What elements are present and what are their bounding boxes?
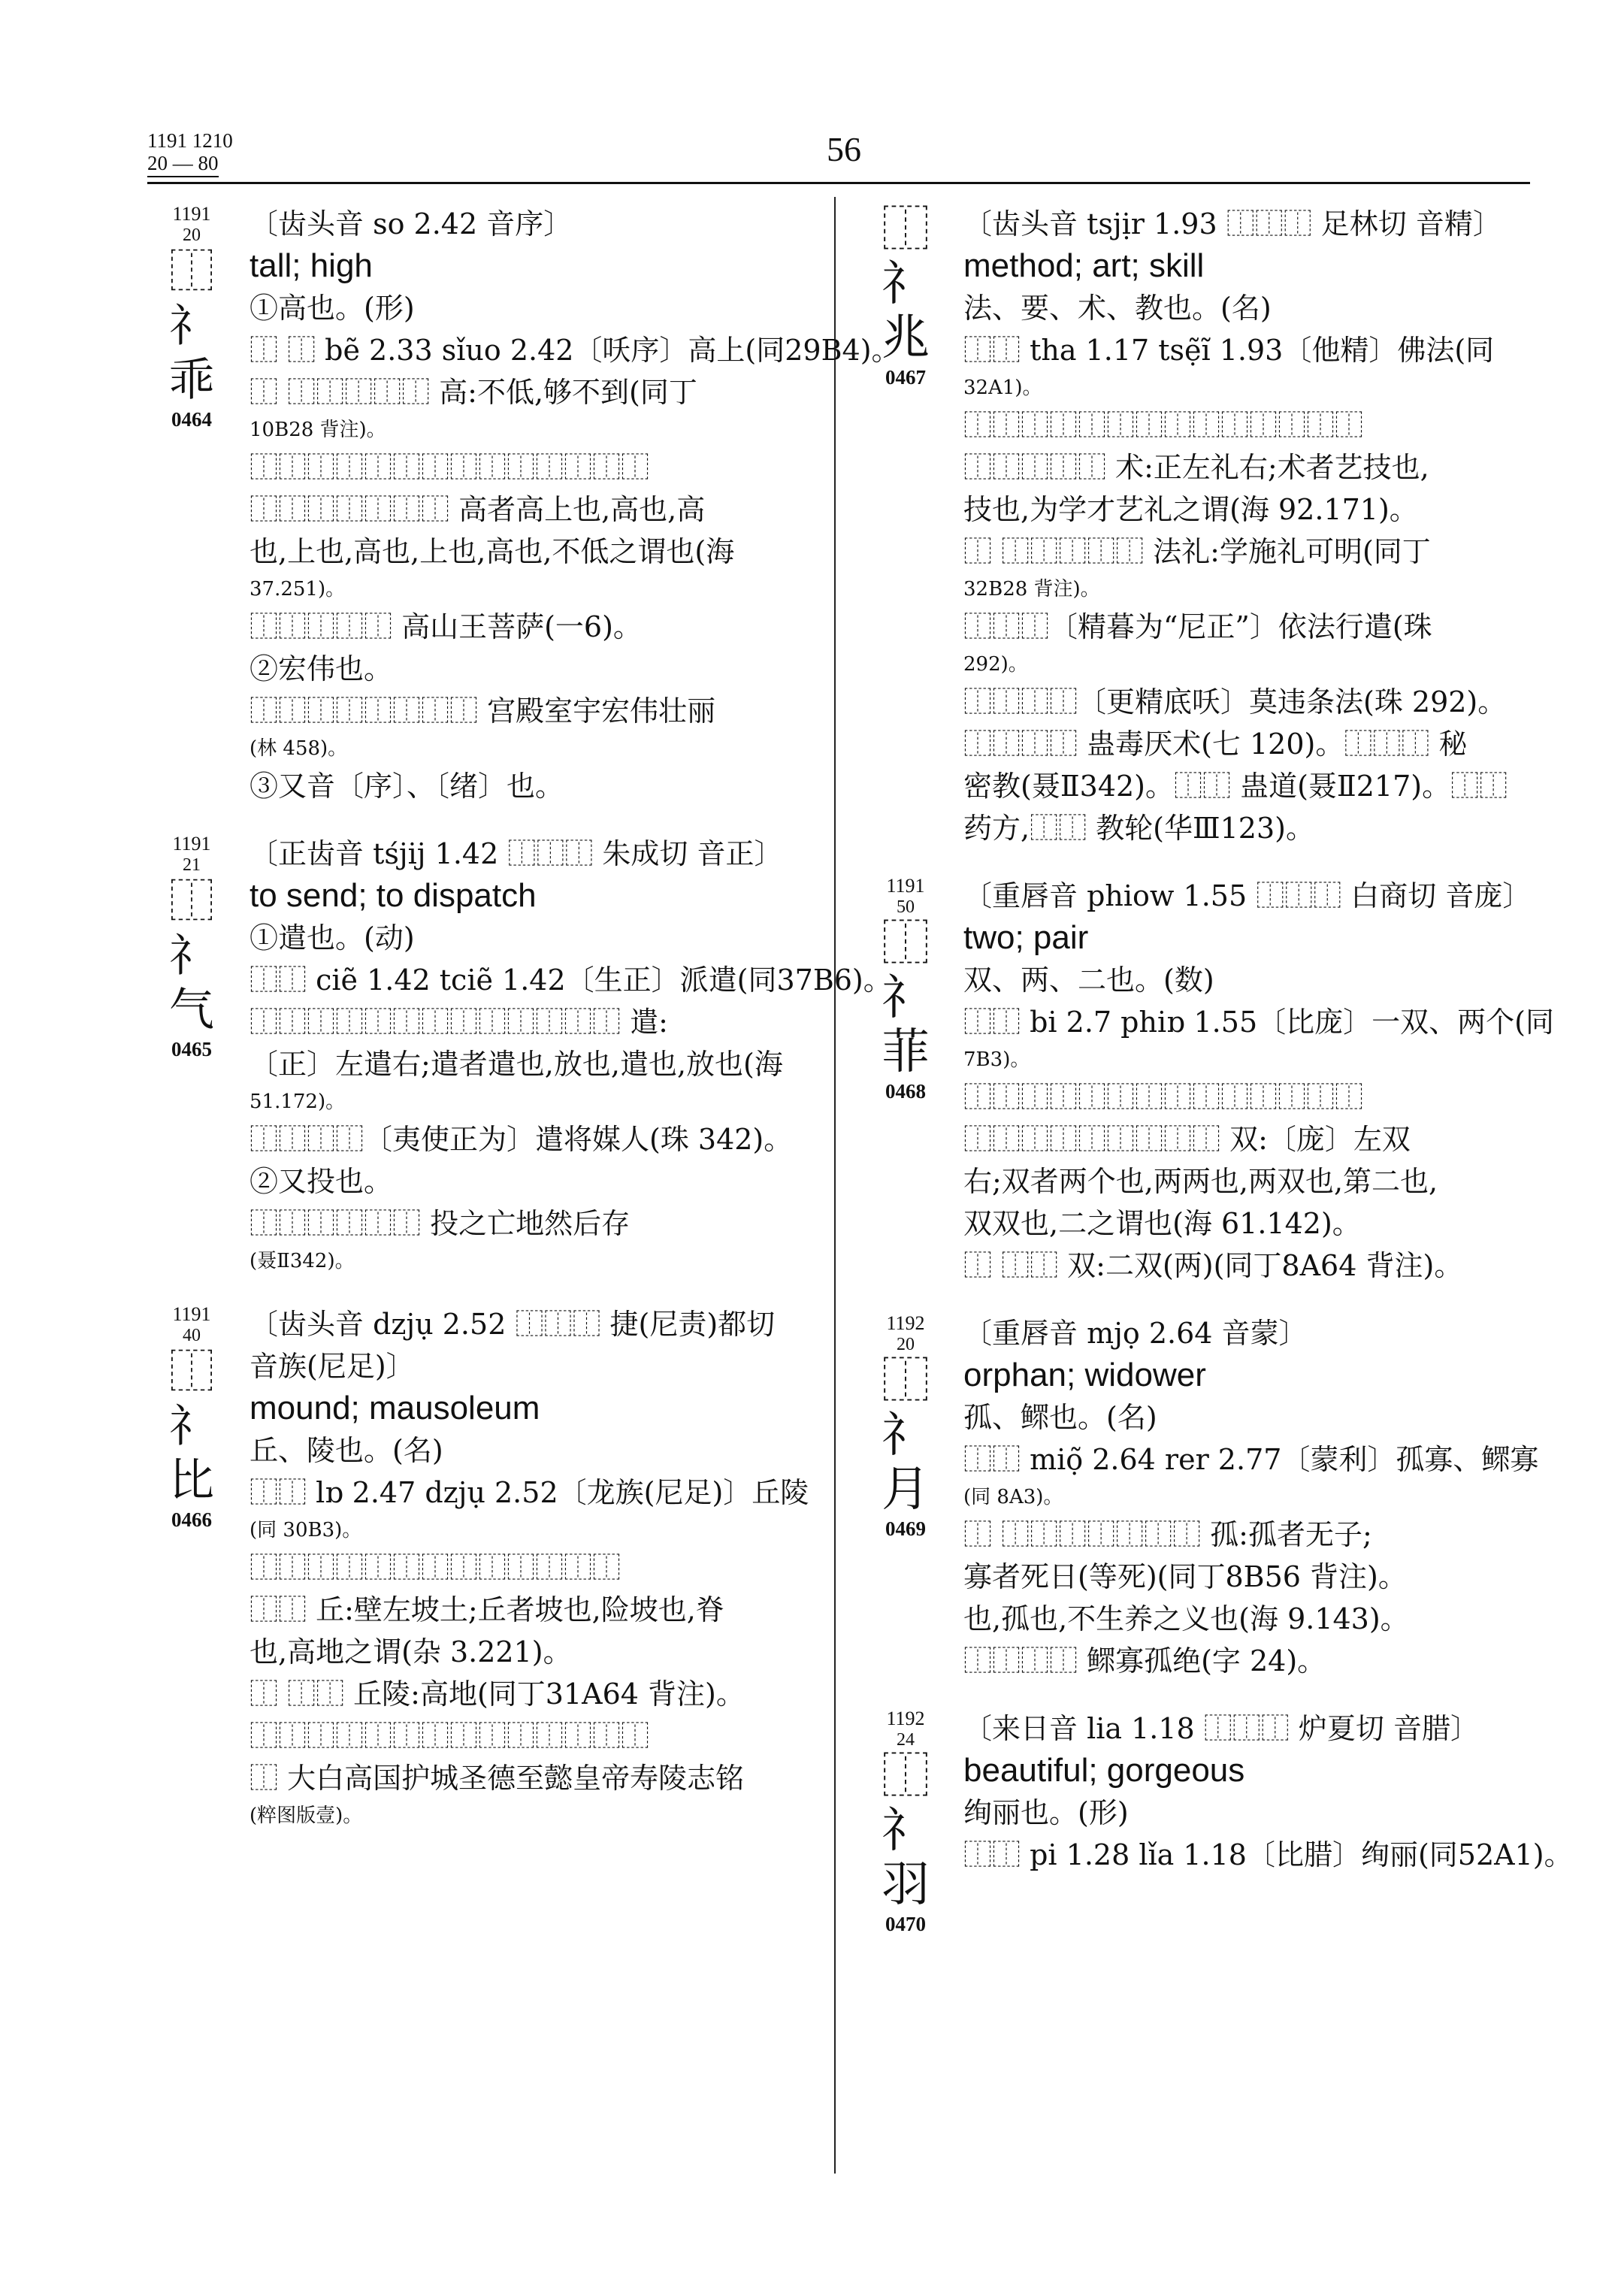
headword-glyph: ⿰礻月 — [882, 1354, 930, 1517]
entry-line: 〔重唇音 phiow 1.55 ⿰⿰⿰ 白商切 音庞〕 — [963, 879, 1532, 912]
entry-line: ⿰⿰⿰⿰ 蛊毒厌术(七 120)。⿰⿰⿰ 秘 — [963, 728, 1468, 761]
entry-line: orphan; widower — [963, 1357, 1206, 1393]
entry-number: 1191 — [886, 875, 925, 897]
entry-line: ⿰⿰⿰〔精暮为“尼正”〕依法行遣(珠 — [963, 610, 1432, 643]
entry-subnumber: 24 — [897, 1730, 915, 1750]
page-number: 56 — [827, 130, 861, 168]
entry-line: ③又音〔序〕、〔绪〕也。 — [249, 770, 564, 803]
entry-line: 右;双者两个也,两两也,两双也,第二也, — [963, 1165, 1438, 1198]
entry-body — [963, 203, 1530, 849]
entry-line: 32A1)。 — [963, 377, 1042, 399]
entry-line: (同 8A3)。 — [963, 1486, 1063, 1508]
entry-line: 也,高地之谓(杂 3.221)。 — [249, 1635, 572, 1668]
entry-range-top: 1191 1210 — [147, 129, 233, 152]
entry-body — [249, 203, 900, 807]
entry-line: 也,孤也,不生养之义也(海 9.143)。 — [963, 1602, 1409, 1635]
entry-line: ⿰⿰ 丘:壁左坡土;丘者坡也,险坡也,脊 — [249, 1593, 724, 1626]
entry-line: ⿰⿰⿰⿰⿰⿰⿰ 高者高上也,高也,高 — [249, 493, 706, 526]
entry-range — [147, 129, 233, 174]
entry-line: (林 458)。 — [249, 737, 348, 760]
entry-line: ⿰⿰⿰⿰〔夷使正为〕遣将媒人(珠 342)。 — [249, 1123, 793, 1156]
entry-line: 10B28 背注)。 — [249, 419, 386, 441]
entry-number: 1191 — [172, 203, 211, 225]
dictionary-entry — [861, 1708, 1573, 1935]
entry-code: 0467 — [885, 366, 926, 389]
entry-margin — [861, 1708, 950, 1936]
entry-line: ⿰⿰⿰⿰ 鳏寡孤绝(字 24)。 — [963, 1644, 1326, 1677]
entry-line: ⿰ ⿰⿰⿰⿰⿰ 高:不低,够不到(同丁 — [249, 376, 697, 409]
entry-line: 〔重唇音 mjọ 2.64 音蒙〕 — [963, 1317, 1308, 1350]
entry-line: ⿰⿰⿰⿰⿰ 高山王菩萨(一6)。 — [249, 610, 642, 643]
entry-subnumber: 20 — [183, 225, 201, 245]
entry-margin — [147, 203, 236, 431]
entry-line: ②宏伟也。 — [249, 652, 393, 685]
entry-line: 技也,为学才艺礼之谓(海 92.171)。 — [963, 493, 1418, 526]
entry-code: 0464 — [171, 408, 212, 431]
column-divider — [834, 197, 836, 2174]
entry-line: ⿰⿰ lɒ 2.47 dzjụ 2.52〔龙族(尼足)〕丘陵 — [249, 1476, 809, 1509]
entry-line: ②又投也。 — [249, 1165, 393, 1198]
entry-line: ⿰ ⿰⿰⿰⿰⿰ 法礼:学施礼可明(同丁 — [963, 535, 1431, 568]
entry-line: (聂Ⅱ342)。 — [249, 1250, 355, 1272]
entry-line: ①遣也。(动) — [249, 921, 415, 954]
entry-body — [963, 875, 1554, 1287]
entry-line: ⿰ ⿰⿰ 双:二双(两)(同丁8A64 背注)。 — [963, 1249, 1463, 1282]
entry-line: ⿰⿰⿰⿰⿰⿰ 投之亡地然后存 — [249, 1207, 631, 1240]
entry-line: ⿰⿰ ciẽ 1.42 tciẽ 1.42〔生正〕派遣(同37B6)。 — [249, 964, 892, 997]
entry-line: 51.172)。 — [249, 1091, 346, 1113]
entry-subnumber: 21 — [183, 855, 201, 875]
headword-glyph: ⿰礻羽 — [882, 1749, 930, 1913]
entry-line: 孤、鳏也。(名) — [963, 1401, 1157, 1434]
dictionary-entry — [861, 203, 1530, 849]
dictionary-entry — [147, 833, 892, 1278]
entry-line: mound; mausoleum — [249, 1390, 540, 1426]
entry-line: tall; high — [249, 247, 373, 284]
entry-body — [249, 833, 892, 1278]
entry-line: ⿰⿰⿰⿰⿰⿰⿰⿰⿰⿰⿰⿰⿰⿰ — [963, 1081, 1364, 1114]
entry-body — [963, 1312, 1539, 1682]
entry-line: ⿰⿰⿰⿰〔更精底㕭〕莫违条法(珠 292)。 — [963, 685, 1507, 718]
entry-subnumber: 40 — [183, 1326, 201, 1345]
entry-line: 〔齿头音 tsjịr 1.93 ⿰⿰⿰ 足林切 音精〕 — [963, 207, 1502, 241]
entry-number: 1191 — [172, 833, 211, 855]
dictionary-entry — [147, 1303, 827, 1832]
headword-glyph: ⿰礻兆 — [882, 202, 930, 366]
entry-line: 寡者死日(等死)(同丁8B56 背注)。 — [963, 1560, 1407, 1593]
right-column — [861, 202, 1573, 1935]
entry-line: ⿰⿰⿰⿰⿰⿰⿰⿰⿰⿰⿰⿰⿰ — [249, 1551, 621, 1584]
entry-line: 双、两、二也。(数) — [963, 964, 1214, 997]
dictionary-entry — [861, 1312, 1539, 1682]
headword-glyph: ⿰礻乖 — [169, 246, 214, 407]
entry-line: 37.251)。 — [249, 578, 346, 601]
entry-line: 丘、陵也。(名) — [249, 1434, 443, 1467]
entry-line: method; art; skill — [963, 247, 1205, 284]
entry-line: ⿰⿰ bi 2.7 phiɒ 1.55〔比庞〕一双、两个(同 — [963, 1006, 1554, 1039]
entry-line: ⿰⿰ pi 1.28 lǐa 1.18〔比腊〕绚丽(同52A1)。 — [963, 1838, 1573, 1871]
entry-line: ⿰⿰⿰⿰⿰⿰⿰⿰ 宫殿室宇宏伟壮丽 — [249, 694, 716, 728]
entry-margin — [861, 203, 950, 389]
entry-line: ⿰⿰⿰⿰⿰ 术:正左礼右;术者艺技也, — [963, 451, 1429, 484]
entry-line: 药方,⿰⿰ 教轮(华Ⅲ123)。 — [963, 812, 1314, 845]
entry-line: 音族(尼足)〕 — [249, 1350, 415, 1383]
entry-code: 0468 — [885, 1080, 926, 1103]
dictionary-entry — [861, 875, 1554, 1287]
entry-margin — [861, 875, 950, 1103]
header-rule — [147, 182, 1530, 184]
entry-line: (同 30B3)。 — [249, 1519, 362, 1541]
entry-code: 0469 — [885, 1517, 926, 1540]
entry-line: 绚丽也。(形) — [963, 1796, 1129, 1829]
entry-number: 1191 — [172, 1303, 211, 1325]
entry-code: 0466 — [171, 1508, 212, 1531]
entry-number: 1192 — [886, 1312, 925, 1334]
entry-line: 〔正齿音 tśjij 1.42 ⿰⿰⿰ 朱成切 音正〕 — [249, 837, 783, 870]
entry-body — [963, 1708, 1573, 1876]
entry-code: 0465 — [171, 1038, 212, 1060]
entry-number: 1192 — [886, 1708, 925, 1729]
entry-code: 0470 — [885, 1913, 926, 1935]
entry-line: to send; to dispatch — [249, 877, 537, 914]
entry-line: (粹图版壹)。 — [249, 1805, 363, 1827]
entry-line: ⿰ ⿰⿰ 丘陵:高地(同丁31A64 背注)。 — [249, 1677, 745, 1711]
entry-margin — [147, 833, 236, 1061]
entry-line: 双双也,二之谓也(海 61.142)。 — [963, 1207, 1361, 1240]
entry-line: 32B28 背注)。 — [963, 578, 1100, 601]
entry-line: 密教(聂Ⅱ342)。⿰⿰ 蛊道(聂Ⅱ217)。⿰⿰ — [963, 770, 1508, 803]
entry-line: ⿰ ⿰ bẽ 2.33 sǐuo 2.42〔㕭序〕高上(同29B4)。 — [249, 334, 900, 367]
entry-body — [249, 1303, 827, 1832]
entry-line: 7B3)。 — [963, 1048, 1030, 1071]
entry-line: ⿰⿰⿰⿰⿰⿰⿰⿰⿰⿰⿰⿰⿰⿰ — [249, 1720, 650, 1753]
entry-line: two; pair — [963, 919, 1089, 956]
entry-line: 也,上也,高也,上也,高也,不低之谓也(海 — [249, 535, 735, 568]
entry-line: ①高也。(形) — [249, 292, 415, 325]
entry-line: ⿰⿰⿰⿰⿰⿰⿰⿰⿰ 双:〔庞〕左双 — [963, 1123, 1411, 1156]
headword-glyph: ⿰礻比 — [169, 1346, 214, 1507]
entry-line: 〔正〕左遣右;遣者遣也,放也,遣也,放也(海 — [249, 1048, 783, 1081]
entry-line: 法、要、术、教也。(名) — [963, 292, 1272, 325]
entry-range-bottom: 20 — 80 — [147, 152, 219, 177]
entry-line: beautiful; gorgeous — [963, 1752, 1245, 1789]
entry-subnumber: 20 — [897, 1335, 915, 1354]
dictionary-entry — [147, 203, 900, 807]
entry-margin — [147, 1303, 236, 1532]
headword-glyph: ⿰礻菲 — [882, 916, 930, 1080]
entry-subnumber: 50 — [897, 897, 915, 917]
entry-line: ⿰⿰⿰⿰⿰⿰⿰⿰⿰⿰⿰⿰⿰⿰ — [963, 409, 1364, 442]
entry-line: ⿰⿰ tha 1.17 tsẹ̃ĩ 1.93〔他精〕佛法(同 — [963, 334, 1495, 367]
entry-line: ⿰ ⿰⿰⿰⿰⿰⿰⿰ 孤:孤者无子; — [963, 1518, 1372, 1551]
headword-glyph: ⿰礻气 — [169, 876, 214, 1036]
entry-line: ⿰⿰⿰⿰⿰⿰⿰⿰⿰⿰⿰⿰⿰ 遣: — [249, 1006, 668, 1039]
entry-line: ⿰⿰⿰⿰⿰⿰⿰⿰⿰⿰⿰⿰⿰⿰ — [249, 451, 650, 484]
entry-line: 〔齿头音 so 2.42 音序〕 — [249, 207, 573, 241]
entry-line: 〔来日音 lia 1.18 ⿰⿰⿰ 炉夏切 音腊〕 — [963, 1712, 1479, 1745]
entry-line: 292)。 — [963, 653, 1028, 676]
entry-line: ⿰ 大白高国护城圣德至懿皇帝寿陵志铭 — [249, 1762, 745, 1795]
entry-line: 〔齿头音 dzjụ 2.52 ⿰⿰⿰ 捷(尼责)都切 — [249, 1308, 776, 1341]
entry-margin — [861, 1312, 950, 1541]
left-column — [147, 203, 900, 1858]
entry-line: ⿰⿰ miọ̃ 2.64 rer 2.77〔蒙利〕孤寡、鳏寡 — [963, 1443, 1539, 1476]
